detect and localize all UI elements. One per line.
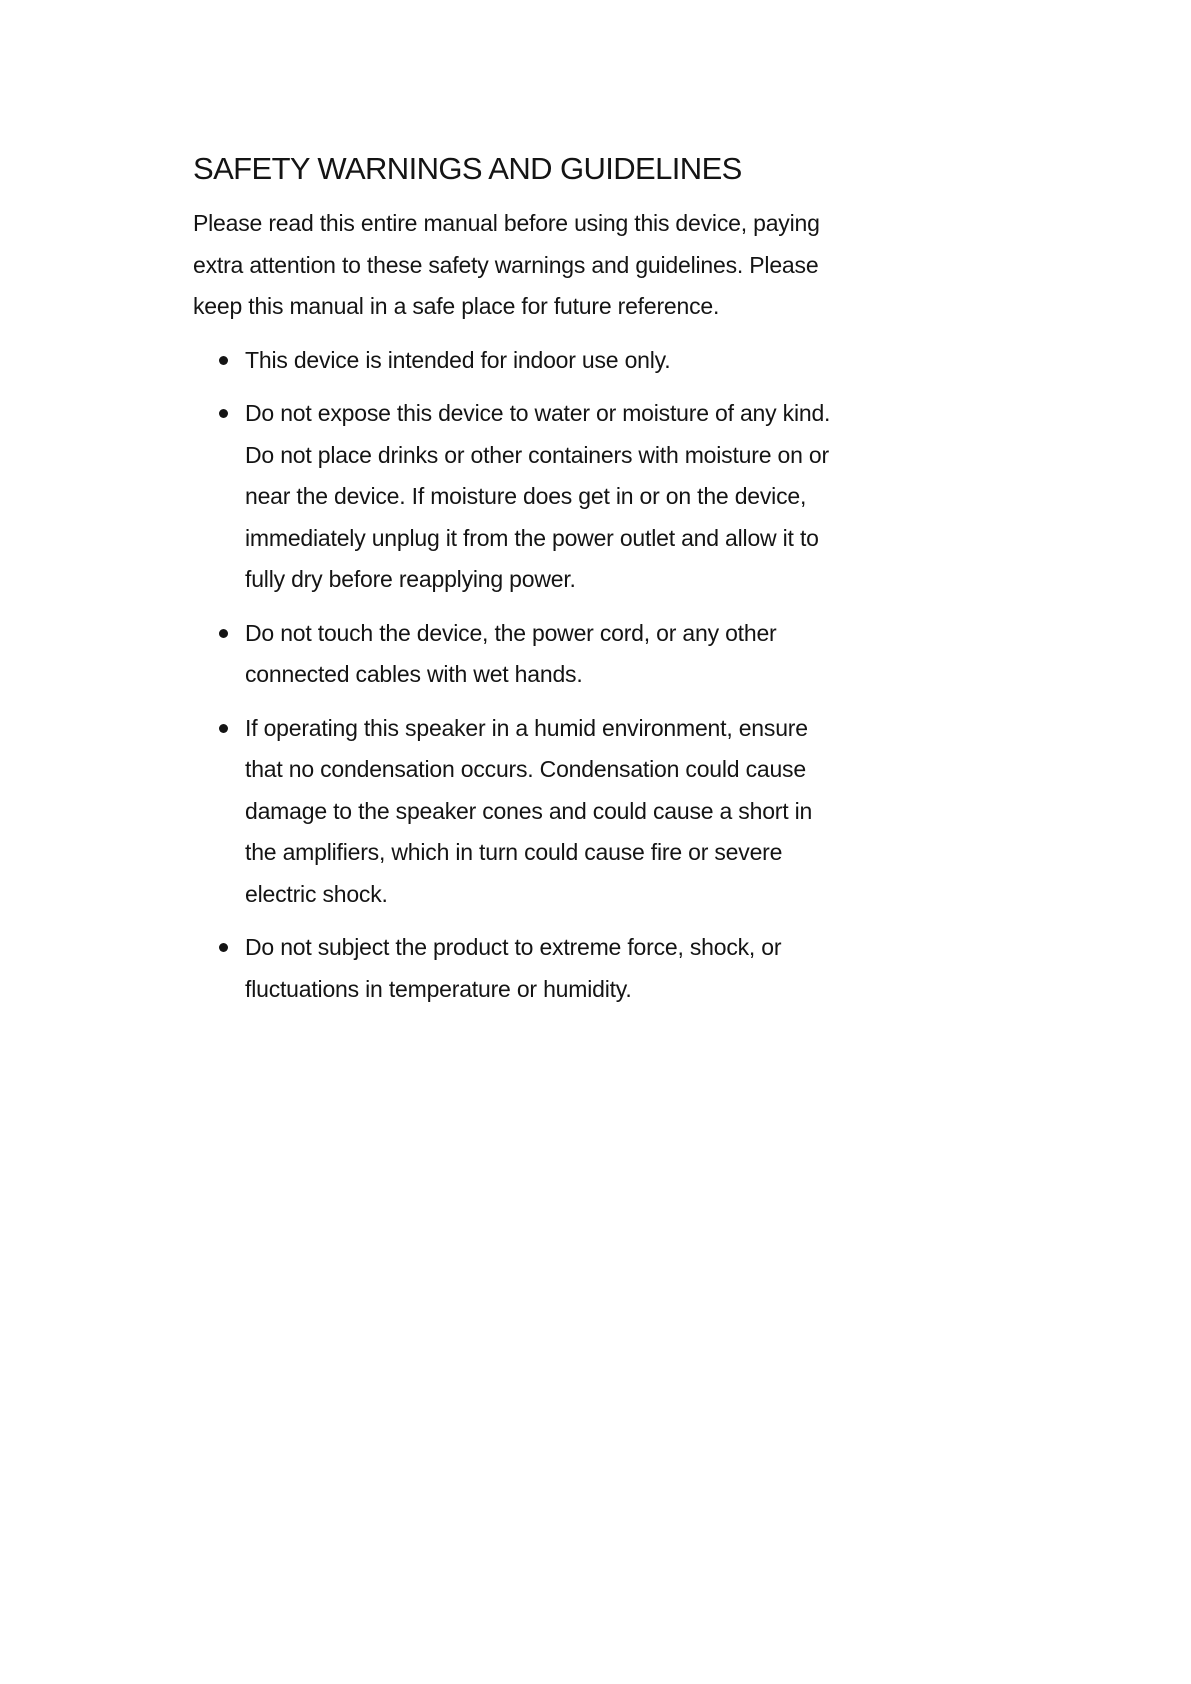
list-item [193,927,845,1010]
intro-paragraph: Please read this entire manual before using this device, paying extra attention to these safety warnings and guidelines. Please keep this manual in a safe place for future reference. [193,210,820,320]
list-item-text: Do not subject the product to extreme force, shock, or fluctuations in temperature or humidity. [245,934,782,1002]
bullet-icon [219,356,228,365]
bullet-icon [219,629,228,638]
bullet-icon [219,409,228,418]
document-page [193,150,853,1022]
page-title: SAFETY WARNINGS AND GUIDELINES [193,151,742,186]
list-item-text: This device is intended for indoor use only. [245,346,671,373]
list-item [193,393,845,601]
list-item [193,708,845,916]
list-item-text: If operating this speaker in a humid environment, ensure that no condensation occurs. Condensation could cause damage to the speaker cones and could cause a short in the amplifiers, which in turn could cause fire or severe electric shock. [245,714,813,907]
list-item-text: Do not expose this device to water or moisture of any kind. Do not place drinks or other containers with moisture on or near the device. If moisture does get in or on the device, immediately unplug it from the power outlet and allow it to fully dry before reapplying power. [245,400,831,593]
list-item-text: Do not touch the device, the power cord, or any other connected cables with wet hands. [245,619,777,688]
bullet-icon [219,724,228,733]
list-item [193,613,845,696]
safety-list [193,340,853,1011]
list-item [193,340,845,382]
bullet-icon [219,943,228,952]
